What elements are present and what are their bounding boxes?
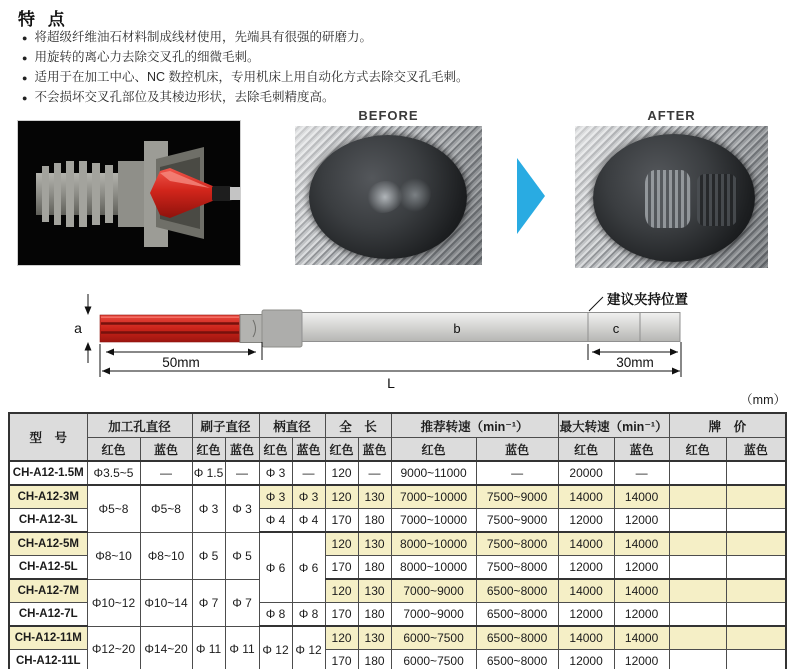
value-cell: 120 <box>325 485 358 509</box>
arrowhead <box>592 349 600 356</box>
value-cell: 8000~10000 <box>391 556 476 580</box>
spec-table <box>8 412 787 669</box>
value-cell <box>669 579 726 603</box>
value-cell <box>726 556 786 580</box>
value-cell: 120 <box>325 461 358 485</box>
header-group-total-length: 全 长 <box>325 413 391 438</box>
shank <box>302 313 680 342</box>
value-cell: 7500~9000 <box>476 509 558 533</box>
value-cell: — <box>292 461 325 485</box>
transition-arrow-icon <box>517 158 545 234</box>
value-cell: Φ 6 <box>292 532 325 603</box>
header-group-brush-diameter: 刷子直径 <box>192 413 259 438</box>
value-cell: 130 <box>358 626 391 650</box>
header-group-price: 牌 价 <box>669 413 786 438</box>
value-cell: 170 <box>325 556 358 580</box>
feature-text: 将超级纤维油石材料制成线材使用，先端具有很强的研磨力。 <box>34 30 372 44</box>
subheader-red: 红色 <box>391 438 476 462</box>
value-cell: 6000~7500 <box>391 626 476 650</box>
value-cell: 6500~8000 <box>476 650 558 669</box>
value-cell: — <box>614 461 669 485</box>
feature-list <box>22 29 582 109</box>
value-cell: 170 <box>325 603 358 627</box>
clamp-length-label: 30mm <box>616 355 654 370</box>
value-cell: 12000 <box>614 650 669 669</box>
dim-label-a: a <box>74 320 82 336</box>
value-cell: 120 <box>325 579 358 603</box>
value-cell <box>726 485 786 509</box>
value-cell: 180 <box>358 603 391 627</box>
subheader-red: 红色 <box>325 438 358 462</box>
value-cell: Φ 3 <box>192 485 225 532</box>
subheader-red: 红色 <box>669 438 726 462</box>
value-cell: 7000~10000 <box>391 509 476 533</box>
bullet-dot-icon: ● <box>22 73 28 83</box>
bullet-dot-icon: ● <box>22 53 28 63</box>
subheader-blue: 蓝色 <box>476 438 558 462</box>
value-cell: 12000 <box>558 509 614 533</box>
unit-note: （mm） <box>740 393 786 407</box>
after-photo <box>575 126 768 268</box>
arrowhead <box>102 368 110 375</box>
subheader-blue: 蓝色 <box>225 438 259 462</box>
value-cell: Φ14~20 <box>140 626 192 669</box>
subheader-red: 红色 <box>259 438 292 462</box>
feature-text: 适用于在加工中心、NC 数控机床，专用机床上用自动化方式去除交叉孔毛刺。 <box>34 70 469 84</box>
value-cell: 14000 <box>614 579 669 603</box>
bullet-dot-icon: ● <box>22 33 28 43</box>
value-cell <box>669 556 726 580</box>
value-cell: 14000 <box>558 626 614 650</box>
subheader-red: 红色 <box>87 438 140 462</box>
model-cell: CH-A12-7L <box>9 603 87 627</box>
collar <box>262 310 302 347</box>
value-cell: Φ 5 <box>192 532 225 579</box>
value-cell: 180 <box>358 556 391 580</box>
arrowhead <box>248 349 256 356</box>
value-cell: Φ10~14 <box>140 579 192 626</box>
value-cell: Φ 11 <box>225 626 259 669</box>
value-cell: 180 <box>358 509 391 533</box>
tool-holder-photo <box>17 120 241 266</box>
bore-hole <box>593 134 755 262</box>
burr-spot <box>399 177 431 213</box>
feature-item <box>22 29 582 49</box>
subheader-red: 红色 <box>558 438 614 462</box>
value-cell: Φ 3 <box>292 485 325 509</box>
value-cell: Φ 6 <box>259 532 292 603</box>
value-cell: Φ 4 <box>292 509 325 533</box>
value-cell: Φ 12 <box>259 626 292 669</box>
value-cell: Φ5~8 <box>87 485 140 532</box>
value-cell: Φ 3 <box>259 485 292 509</box>
value-cell <box>726 603 786 627</box>
value-cell: Φ12~20 <box>87 626 140 669</box>
feature-text: 用旋转的离心力去除交叉孔的细微毛刺。 <box>34 50 260 64</box>
value-cell: 12000 <box>614 556 669 580</box>
value-cell: 7000~10000 <box>391 485 476 509</box>
value-cell: 12000 <box>558 650 614 669</box>
value-cell: Φ3.5~5 <box>87 461 140 485</box>
arrowhead <box>670 349 678 356</box>
value-cell: 6000~7500 <box>391 650 476 669</box>
value-cell <box>726 626 786 650</box>
value-cell: 14000 <box>614 532 669 556</box>
model-cell: CH-A12-11M <box>9 626 87 650</box>
arrowhead <box>106 349 114 356</box>
value-cell <box>726 509 786 533</box>
feature-item <box>22 69 582 89</box>
header-model: 型 号 <box>9 413 87 461</box>
brush-shank-dark <box>212 186 232 201</box>
dimension-diagram <box>0 290 790 408</box>
model-cell: CH-A12-5M <box>9 532 87 556</box>
value-cell: 7500~8000 <box>476 532 558 556</box>
value-cell: 7500~9000 <box>476 485 558 509</box>
value-cell: Φ 7 <box>192 579 225 626</box>
value-cell: — <box>140 461 192 485</box>
subheader-blue: 蓝色 <box>140 438 192 462</box>
value-cell <box>669 650 726 669</box>
value-cell: 120 <box>325 626 358 650</box>
value-cell: 14000 <box>558 579 614 603</box>
brush-section <box>100 315 240 342</box>
subheader-red: 红色 <box>192 438 225 462</box>
value-cell: 12000 <box>614 509 669 533</box>
value-cell: 130 <box>358 485 391 509</box>
model-cell: CH-A12-1.5M <box>9 461 87 485</box>
value-cell: 14000 <box>614 485 669 509</box>
spec-table-body <box>9 461 786 669</box>
header-group-max-speed: 最大转速（min⁻¹） <box>558 413 669 438</box>
value-cell: 6500~8000 <box>476 626 558 650</box>
value-cell: 14000 <box>558 532 614 556</box>
before-label: BEFORE <box>358 108 419 123</box>
value-cell: Φ 5 <box>225 532 259 579</box>
clamp-note: 建议夹持位置 <box>607 292 688 307</box>
value-cell: Φ8~10 <box>87 532 140 579</box>
value-cell: 7500~8000 <box>476 556 558 580</box>
arrowhead <box>85 342 92 351</box>
value-cell <box>669 603 726 627</box>
subheader-blue: 蓝色 <box>292 438 325 462</box>
value-cell: — <box>225 461 259 485</box>
cross-hole-opening <box>697 174 737 226</box>
header-group-shank-diameter: 柄直径 <box>259 413 325 438</box>
value-cell <box>726 650 786 669</box>
model-cell: CH-A12-3L <box>9 509 87 533</box>
value-cell: 20000 <box>558 461 614 485</box>
model-cell: CH-A12-3M <box>9 485 87 509</box>
value-cell: 12000 <box>558 556 614 580</box>
value-cell: 7000~9000 <box>391 579 476 603</box>
value-cell: Φ 11 <box>192 626 225 669</box>
ferrule <box>240 315 263 343</box>
dim-label-b: b <box>453 321 461 336</box>
value-cell: Φ5~8 <box>140 485 192 532</box>
arrowhead <box>85 307 92 316</box>
after-label: AFTER <box>647 108 696 123</box>
value-cell: Φ 4 <box>259 509 292 533</box>
value-cell: Φ 8 <box>259 603 292 627</box>
brush-shank-tip <box>230 187 240 200</box>
value-cell: Φ10~12 <box>87 579 140 626</box>
feature-item <box>22 89 582 109</box>
value-cell: 120 <box>325 532 358 556</box>
header-group-hole-diameter: 加工孔直径 <box>87 413 192 438</box>
subheader-blue: 蓝色 <box>614 438 669 462</box>
features-title: 特 点 <box>18 10 69 29</box>
model-cell: CH-A12-11L <box>9 650 87 669</box>
value-cell: Φ 7 <box>225 579 259 626</box>
before-photo <box>295 126 482 265</box>
value-cell: 170 <box>325 509 358 533</box>
value-cell <box>726 579 786 603</box>
value-cell <box>669 532 726 556</box>
model-cell: CH-A12-7M <box>9 579 87 603</box>
value-cell: 7000~9000 <box>391 603 476 627</box>
leader-line <box>589 297 603 311</box>
value-cell: 8000~10000 <box>391 532 476 556</box>
value-cell: 14000 <box>558 485 614 509</box>
value-cell: Φ 1.5 <box>192 461 225 485</box>
value-cell: Φ 12 <box>292 626 325 669</box>
value-cell <box>669 626 726 650</box>
value-cell: 6500~8000 <box>476 579 558 603</box>
brush-length-label: 50mm <box>162 355 200 370</box>
value-cell: Φ 3 <box>225 485 259 532</box>
header-group-recommended-speed: 推荐转速（min⁻¹） <box>391 413 558 438</box>
value-cell: 12000 <box>614 603 669 627</box>
value-cell <box>726 461 786 485</box>
value-cell: 14000 <box>614 626 669 650</box>
value-cell: 12000 <box>558 603 614 627</box>
value-cell: 170 <box>325 650 358 669</box>
cross-hole-opening <box>645 170 691 228</box>
value-cell: 9000~11000 <box>391 461 476 485</box>
subheader-blue: 蓝色 <box>358 438 391 462</box>
value-cell: 6500~8000 <box>476 603 558 627</box>
value-cell: — <box>358 461 391 485</box>
value-cell <box>726 532 786 556</box>
burr-spot <box>367 181 403 213</box>
total-length-label: L <box>387 375 395 391</box>
value-cell: 130 <box>358 579 391 603</box>
value-cell: Φ 8 <box>292 603 325 627</box>
feature-item <box>22 49 582 69</box>
value-cell <box>669 461 726 485</box>
bullet-dot-icon: ● <box>22 93 28 103</box>
value-cell: — <box>476 461 558 485</box>
value-cell <box>669 485 726 509</box>
value-cell: Φ8~10 <box>140 532 192 579</box>
model-cell: CH-A12-5L <box>9 556 87 580</box>
bore-hole <box>309 135 467 259</box>
tool-holder-illustration <box>18 121 240 265</box>
dim-label-c: c <box>612 321 620 336</box>
feature-text: 不会损坏交叉孔部位及其棱边形状，去除毛刺精度高。 <box>34 90 335 104</box>
value-cell: Φ 3 <box>259 461 292 485</box>
arrowhead <box>672 368 680 375</box>
value-cell <box>669 509 726 533</box>
value-cell: 180 <box>358 650 391 669</box>
subheader-blue: 蓝色 <box>726 438 786 462</box>
value-cell: 130 <box>358 532 391 556</box>
